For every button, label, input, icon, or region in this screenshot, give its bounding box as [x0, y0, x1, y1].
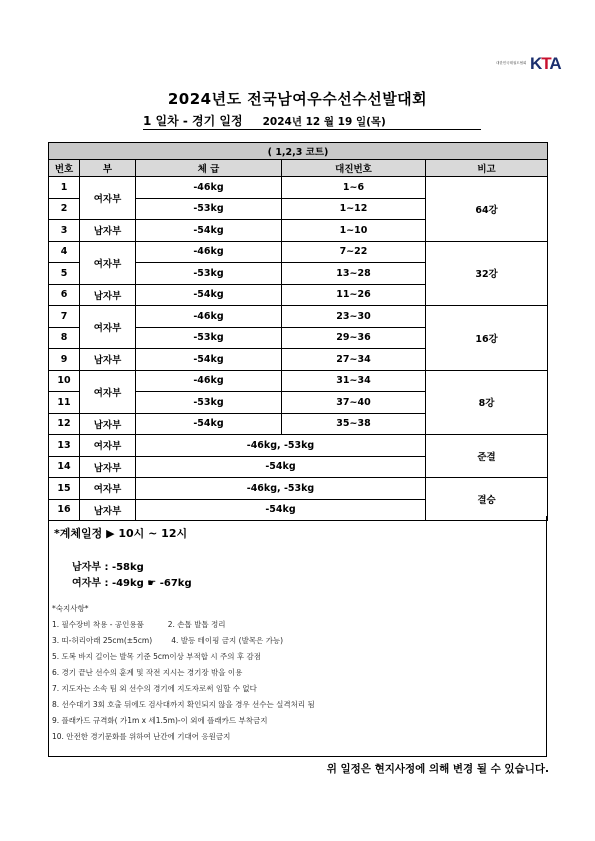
notice-item: 10. 안전한 경기문화를 위하여 난간에 기대어 응원금지 — [52, 732, 231, 741]
cell-number: 4 — [49, 241, 80, 263]
notice-item: 1. 필수장비 착용 - 공인용품 2. 손톱 발톱 정리 — [52, 620, 226, 629]
notice-item: 7. 지도자는 소속 팀 외 선수의 경기에 지도자로써 임할 수 없다 — [52, 684, 257, 693]
cell-number: 2 — [49, 198, 80, 220]
cell-weight: -46kg — [136, 241, 282, 263]
cell-bracket: 27~34 — [282, 349, 426, 371]
cell-weight: -46kg — [136, 177, 282, 199]
col-header-note: 비고 — [426, 160, 548, 177]
cell-weight: -53kg — [136, 392, 282, 414]
cell-weight: -54kg — [136, 349, 282, 371]
table-row — [49, 370, 548, 392]
cell-weight: -46kg — [136, 306, 282, 328]
cell-note: 준결 — [426, 435, 548, 478]
cell-weight: -46kg — [136, 370, 282, 392]
cell-note: 32강 — [426, 241, 548, 306]
cell-number: 10 — [49, 370, 80, 392]
cell-weight: -54kg — [136, 413, 282, 435]
cell-number: 6 — [49, 284, 80, 306]
cell-note: 8강 — [426, 370, 548, 435]
cell-bracket: 31~34 — [282, 370, 426, 392]
notice-item: 6. 경기 끝난 선수의 훈계 및 작전 지시는 경기장 밖을 이용 — [52, 668, 243, 677]
cell-division: 여자부 — [80, 177, 136, 220]
col-header-number: 번호 — [49, 160, 80, 177]
page-title: 2024년도 전국남여우수선수선발대회 — [167, 90, 428, 108]
logo-mark: KTA — [530, 54, 561, 73]
notes-box — [48, 516, 547, 757]
col-header-weight: 체 급 — [136, 160, 282, 177]
cell-bracket: 7~22 — [282, 241, 426, 263]
table-row — [49, 478, 548, 500]
weigh-in-time: *계체일정 ▶ 10시 ~ 12시 — [54, 527, 188, 540]
cell-division: 여자부 — [80, 370, 136, 413]
table-row — [49, 435, 548, 457]
cell-number: 3 — [49, 220, 80, 242]
page-subtitle — [143, 112, 481, 130]
table-row — [49, 241, 548, 263]
cell-bracket: 1~6 — [282, 177, 426, 199]
notice-item: 9. 플래카드 규격화( 가1m x 세1.5m)-이 외에 플래카드 부착금지 — [52, 716, 268, 725]
notice-heading: *숙지사항* — [52, 604, 89, 613]
cell-division: 남자부 — [80, 456, 136, 478]
cell-weight: -54kg — [136, 499, 426, 521]
cell-bracket: 13~28 — [282, 263, 426, 285]
cell-number: 8 — [49, 327, 80, 349]
cell-bracket: 35~38 — [282, 413, 426, 435]
notice-item: 3. 띠-허리아래 25cm(±5cm) 4. 발등 테이핑 금지 (발목은 가능) — [52, 636, 284, 645]
cell-division: 남자부 — [80, 413, 136, 435]
cell-number: 16 — [49, 499, 80, 521]
cell-bracket: 37~40 — [282, 392, 426, 414]
cell-note: 64강 — [426, 177, 548, 242]
cell-number: 14 — [49, 456, 80, 478]
cell-note: 결승 — [426, 478, 548, 521]
cell-division: 남자부 — [80, 349, 136, 371]
cell-bracket: 1~12 — [282, 198, 426, 220]
table-row — [49, 306, 548, 328]
cell-weight: -53kg — [136, 263, 282, 285]
cell-division: 여자부 — [80, 306, 136, 349]
cell-number: 5 — [49, 263, 80, 285]
cell-number: 12 — [49, 413, 80, 435]
cell-division: 여자부 — [80, 478, 136, 500]
cell-bracket: 1~10 — [282, 220, 426, 242]
cell-note: 16강 — [426, 306, 548, 371]
cell-division: 남자부 — [80, 284, 136, 306]
day-label: 1 일차 - 경기 일정 — [143, 114, 243, 128]
cell-weight: -46kg, -53kg — [136, 478, 426, 500]
kta-logo — [496, 52, 574, 76]
cell-weight: -53kg — [136, 327, 282, 349]
notice-item: 8. 선수대기 3회 호출 뒤에도 검사대까지 확인되지 않을 경우 선수는 실격처리 됨 — [52, 700, 315, 709]
cell-number: 9 — [49, 349, 80, 371]
cell-weight: -54kg — [136, 284, 282, 306]
cell-division: 남자부 — [80, 499, 136, 521]
logo-small-text: 대한민국태권도협회 — [496, 61, 527, 65]
court-header: ( 1,2,3 코트) — [49, 143, 548, 160]
col-header-bracket: 대진번호 — [282, 160, 426, 177]
cell-division: 여자부 — [80, 435, 136, 457]
cell-division: 여자부 — [80, 241, 136, 284]
cell-bracket: 29~36 — [282, 327, 426, 349]
footer-note: 위 일정은 현지사정에 의해 변경 될 수 있습니다. — [326, 763, 549, 775]
cell-division: 남자부 — [80, 220, 136, 242]
cell-weight: -53kg — [136, 198, 282, 220]
schedule-table — [48, 142, 548, 521]
cell-weight: -46kg, -53kg — [136, 435, 426, 457]
cell-bracket: 11~26 — [282, 284, 426, 306]
weigh-in-female: 여자부 : -49kg ☛ -67kg — [72, 578, 192, 589]
cell-number: 1 — [49, 177, 80, 199]
cell-number: 13 — [49, 435, 80, 457]
col-header-division: 부 — [80, 160, 136, 177]
cell-bracket: 23~30 — [282, 306, 426, 328]
table-row — [49, 177, 548, 199]
cell-number: 11 — [49, 392, 80, 414]
cell-number: 7 — [49, 306, 80, 328]
cell-weight: -54kg — [136, 220, 282, 242]
cell-number: 15 — [49, 478, 80, 500]
notice-item: 5. 도복 바지 길이는 발목 기준 5cm이상 부적합 시 주의 후 감점 — [52, 652, 261, 661]
date-label: 2024년 12 월 19 일(목) — [262, 116, 386, 128]
cell-weight: -54kg — [136, 456, 426, 478]
weigh-in-male: 남자부 : -58kg — [72, 562, 144, 573]
